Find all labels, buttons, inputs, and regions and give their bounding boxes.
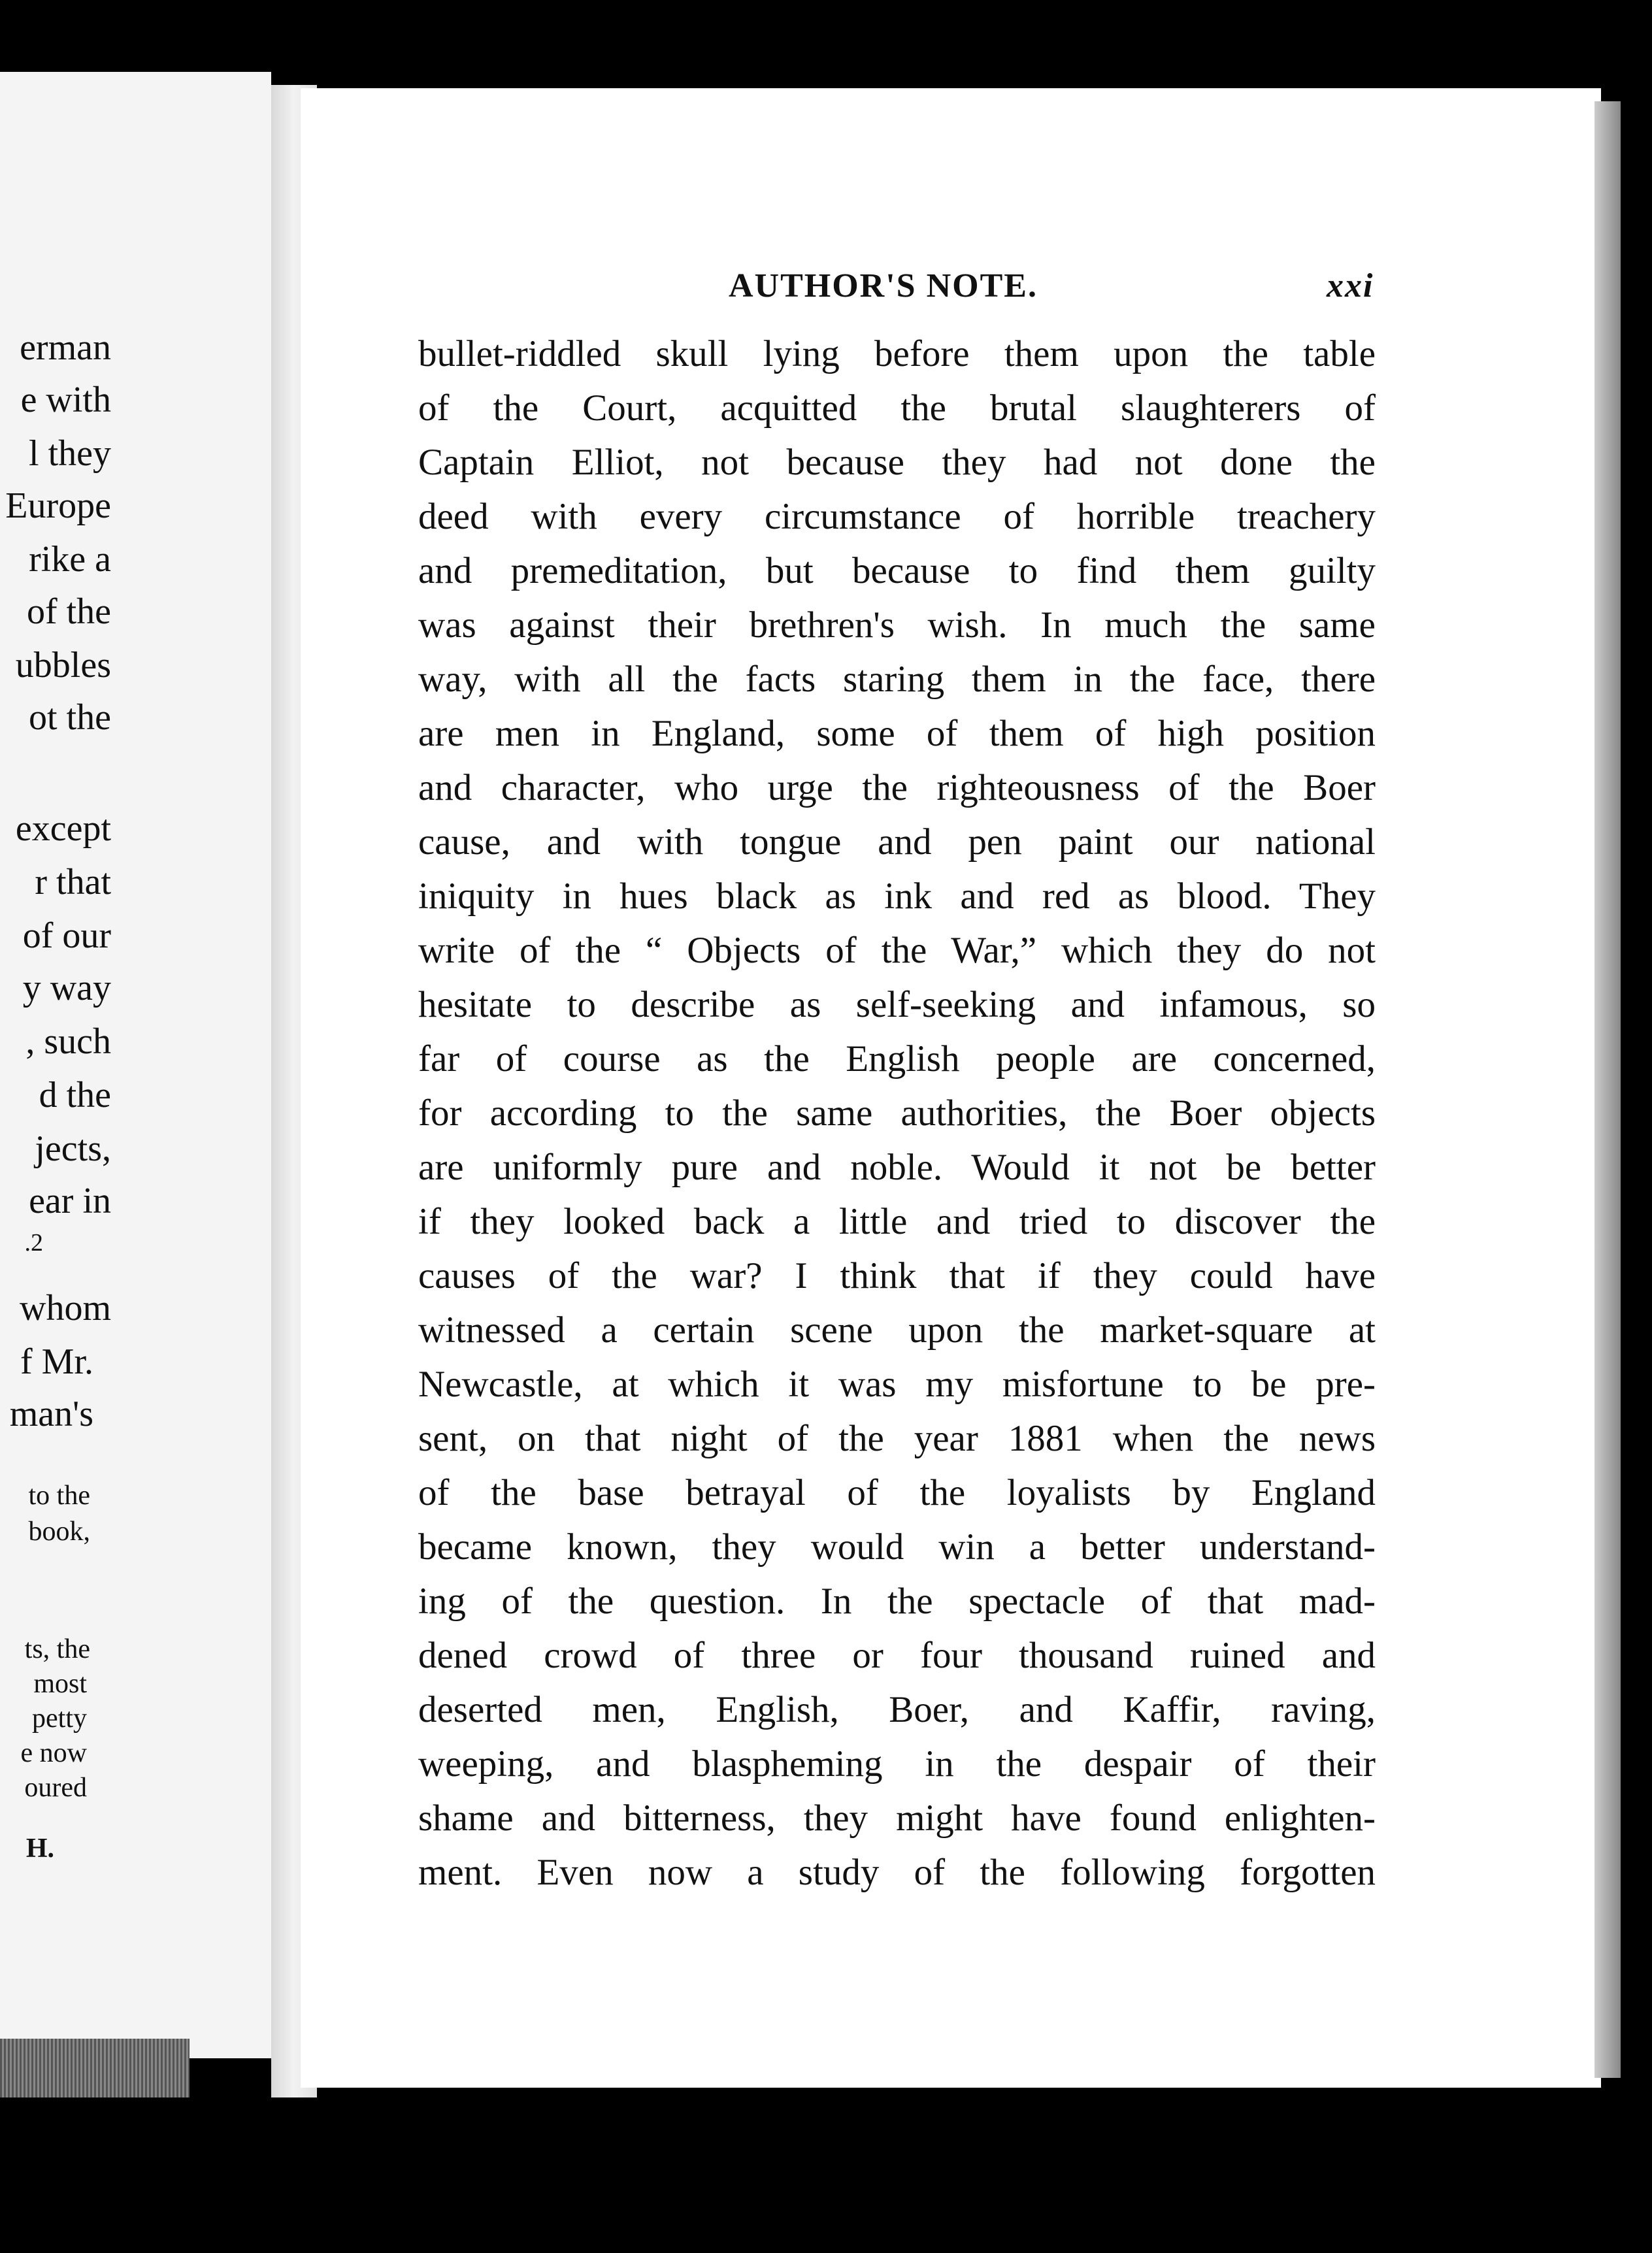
left-fragment: erman	[20, 327, 111, 368]
left-fragment: ot the	[29, 697, 111, 738]
body-text	[418, 327, 1376, 1899]
left-fragment: Europe	[5, 485, 111, 526]
text-line: if they looked back a little and tried to discover the	[418, 1201, 1376, 1242]
text-line: of the base betrayal of the loyalists by England	[418, 1472, 1376, 1513]
text-line: Captain Elliot, not because they had not done the	[418, 442, 1376, 483]
text-line: are uniformly pure and noble. Would it not be better	[418, 1147, 1376, 1188]
left-fragment: H.	[25, 1834, 54, 1864]
text-line: Newcastle, at which it was my misfortune to be pre-	[418, 1364, 1376, 1405]
text-line: and premeditation, but because to find them guilty	[418, 550, 1376, 591]
text-line: sent, on that night of the year 1881 when the news	[418, 1418, 1376, 1459]
text-line: causes of the war? I think that if they could have	[418, 1255, 1376, 1296]
left-fragment: f Mr.	[20, 1341, 93, 1382]
text-line: iniquity in hues black as ink and red as blood. They	[418, 876, 1376, 917]
left-fragment: whom	[20, 1288, 111, 1328]
left-fragment: oured	[24, 1773, 87, 1803]
left-fragment: jects,	[35, 1128, 111, 1169]
text-line: shame and bitterness, they might have found enlighten-	[418, 1798, 1376, 1839]
left-fragment: to the	[28, 1481, 90, 1511]
text-line: weeping, and blaspheming in the despair of their	[418, 1743, 1376, 1784]
text-line: deed with every circumstance of horrible treachery	[418, 496, 1376, 537]
text-line: witnessed a certain scene upon the market-square at	[418, 1309, 1376, 1351]
text-line: became known, they would win a better understand-	[418, 1526, 1376, 1568]
text-line: ing of the question. In the spectacle of that mad-	[418, 1581, 1376, 1622]
left-fragment: d the	[39, 1075, 111, 1115]
left-fragment: except	[15, 808, 111, 849]
left-fragment: of our	[22, 915, 111, 956]
text-line: are men in England, some of them of high position	[418, 713, 1376, 754]
book-cover-edge	[0, 2039, 190, 2097]
text-line: deserted men, English, Boer, and Kaffir, raving,	[418, 1689, 1376, 1730]
left-fragment: r that	[35, 862, 111, 902]
text-line: for according to the same authorities, the Boer objects	[418, 1093, 1376, 1134]
left-fragment: petty	[32, 1703, 87, 1734]
left-fragment: e with	[20, 380, 111, 420]
left-fragment: of the	[26, 591, 111, 632]
left-fragment: man's	[9, 1394, 93, 1434]
text-line: bullet-riddled skull lying before them upon the table	[418, 333, 1376, 374]
running-header: AUTHOR'S NOTE.	[729, 267, 1038, 304]
page-number: xxi	[1327, 267, 1374, 304]
left-fragment: book,	[28, 1517, 90, 1547]
left-fragment: e now	[20, 1738, 87, 1768]
text-line: write of the “ Objects of the War,” which they do not	[418, 930, 1376, 971]
left-fragment: rike a	[29, 539, 111, 580]
page-edge	[1594, 101, 1621, 2078]
left-fragment: most	[33, 1669, 87, 1699]
text-line: hesitate to describe as self-seeking and infamous, so	[418, 984, 1376, 1025]
text-line: of the Court, acquitted the brutal slaughterers of	[418, 387, 1376, 429]
text-line: cause, and with tongue and pen paint our national	[418, 821, 1376, 863]
text-line: far of course as the English people are concerned,	[418, 1038, 1376, 1079]
text-line: and character, who urge the righteousness of the Boer	[418, 767, 1376, 808]
left-fragment: l they	[29, 433, 111, 474]
left-fragment: ts, the	[24, 1634, 90, 1664]
text-line: ment. Even now a study of the following forgotten	[418, 1852, 1376, 1893]
left-fragment: , such	[25, 1021, 111, 1062]
text-line: way, with all the facts staring them in the face, there	[418, 659, 1376, 700]
text-line: was against their brethren's wish. In much the same	[418, 604, 1376, 646]
left-fragment: y way	[22, 968, 111, 1008]
left-fragment: .2	[24, 1229, 43, 1257]
text-line: dened crowd of three or four thousand ruined and	[418, 1635, 1376, 1676]
left-fragment: ear in	[29, 1181, 111, 1221]
left-fragment: ubbles	[15, 645, 111, 685]
